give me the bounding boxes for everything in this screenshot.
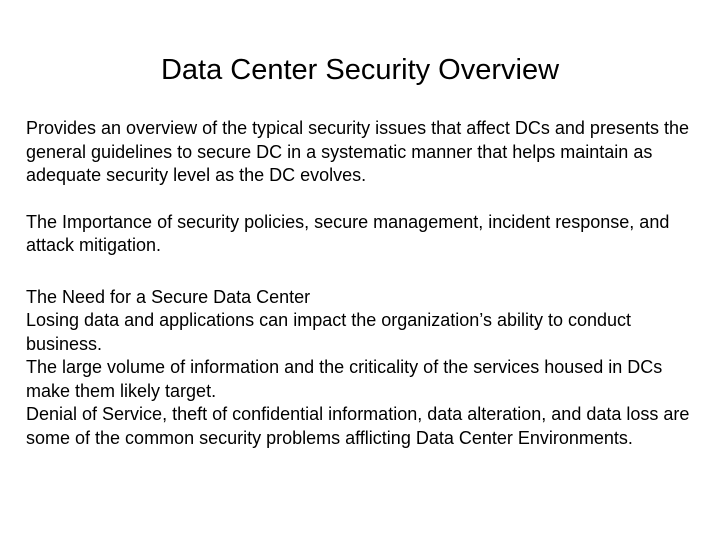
- paragraph-overview: Provides an overview of the typical security issues that affect DCs and presents the general guidelines to secure DC in a systematic manner that helps maintain as adequate security level as the DC evolves.: [26, 118, 689, 185]
- slide-body: [26, 117, 696, 450]
- paragraph-threats: Denial of Service, theft of confidential information, data alteration, and data loss are some of the common security problems afflicting Data Center Environments.: [26, 404, 690, 448]
- paragraph-importance: The Importance of security policies, secure management, incident response, and attack mitigation.: [26, 211, 670, 255]
- paragraph-volume: The large volume of information and the criticality of the services housed in DCs make them likely target.: [26, 357, 663, 401]
- paragraph-losing-data: Losing data and applications can impact the organization’s ability to conduct business.: [26, 310, 632, 354]
- paragraph-need-heading: The Need for a Secure Data Center: [26, 286, 311, 307]
- slide-title: Data Center Security Overview: [160, 54, 560, 86]
